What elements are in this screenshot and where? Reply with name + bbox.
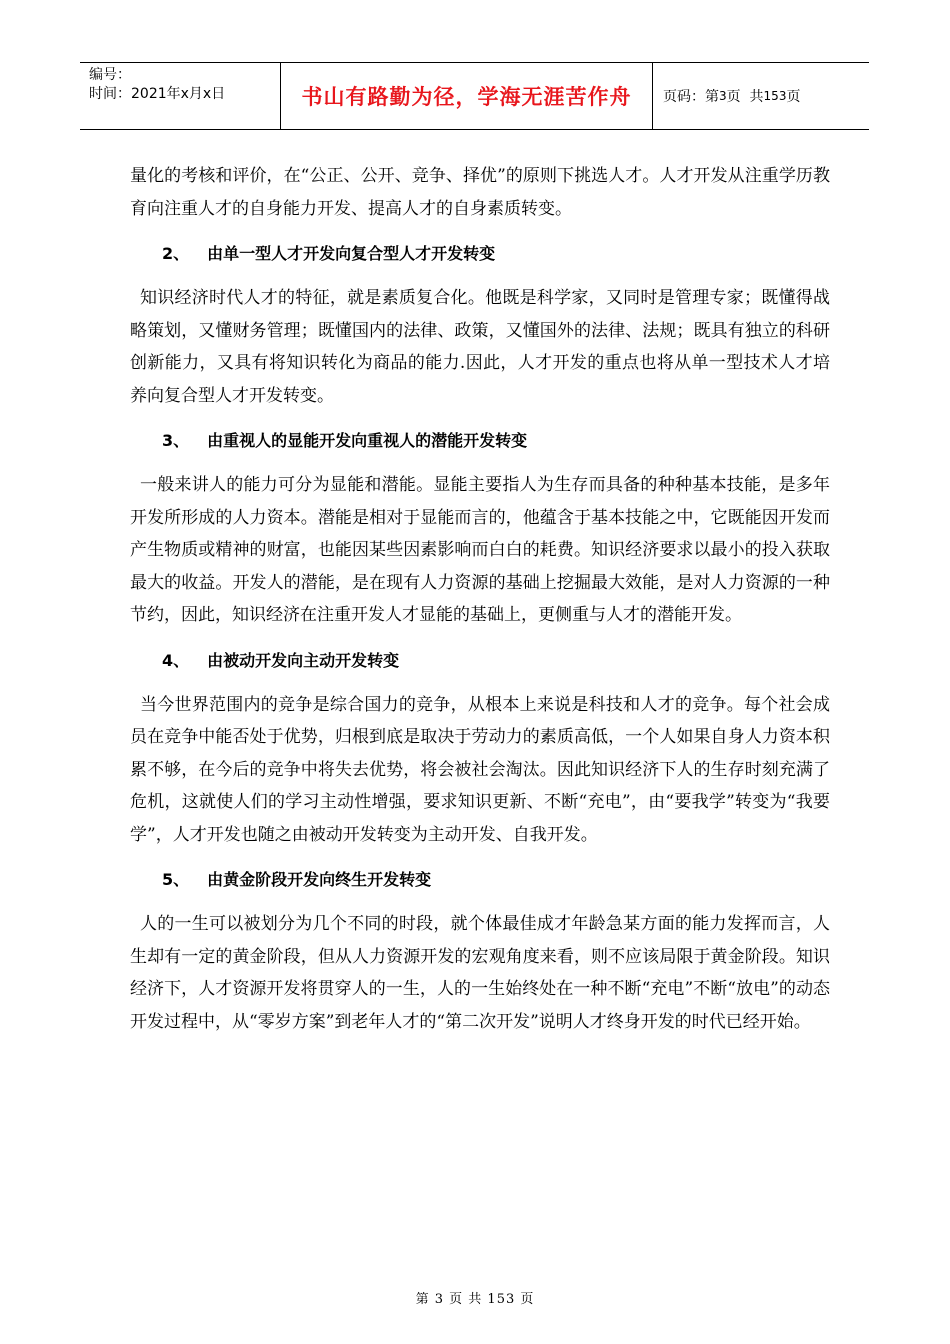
heading-text: 由被动开发向主动开发转变 [207,650,400,670]
page-total: 153 [763,89,787,103]
heading-number: 5、 [162,870,190,889]
paragraph-2: 知识经济时代人才的特征，就是素质复合化。他既是科学家，又同时是管理专家；既懂得战略策划，又懂财务管理；既懂国内的法律、政策，又懂国外的法律、法规；既具有独立的科研创新能力，又具有将知识转化为商品的能力.因此，人才开发的重点也将从单一型技术人才培养向复合型人才开发转变。 [130,288,830,406]
document-date: 时间：2021年x月x日 [89,86,226,102]
heading-text: 由单一型人才开发向复合型人才开发转变 [207,244,496,263]
paragraph-4: 当今世界范围内的竞争是综合国力的竞争，从根本上来说是科技和人才的竞争。每个社会成员在竞争中能否处于优势，归根到底是取决于劳动力的素质高低，一个人如果自身人力资本积累不够，在今后的竞争中将失去优势，将会被社会淘汰。因此知识经济下人的生存时刻充满了危机，这就使人们的学习主动性增强，要求知识更新、不断“充电”，由“要我学”转变为“我要学”，人才开发也随之由被动开发转变为主动开发、自我开发。 [130,694,830,845]
page-prefix: 页码：第 [663,89,719,105]
header-motto: 书山有路勤为径，学海无涯苦作舟 [281,63,653,129]
document-body [130,160,830,1038]
heading-number: 4、 [162,650,190,670]
heading-number: 3、 [162,431,190,450]
page-footer: 第 3 页 共 153 页 [415,1292,535,1307]
header-meta-cell [80,63,281,129]
heading-text: 由重视人的显能开发向重视人的潜能开发转变 [207,431,528,450]
heading-text: 由黄金阶段开发向终生开发转变 [207,870,432,889]
section-heading-2 [162,242,830,266]
section-heading-4 [162,649,830,673]
page-mid: 页 共 [726,89,764,105]
header-page-info [653,63,869,129]
page-suffix: 页 [786,89,801,105]
page-current: 3 [719,89,727,103]
paragraph-continued: 量化的考核和评价，在“公正、公开、竞争、择优”的原则下挑选人才。人才开发从注重学历教育向注重人才的自身能力开发、提高人才的自身素质转变。 [130,166,830,219]
section-heading-5 [162,868,830,892]
document-number-label: 编号： [89,67,131,83]
paragraph-3: 一般来讲人的能力可分为显能和潜能。显能主要指人为生存而具备的种种基本技能，是多年开发所形成的人力资本。潜能是相对于显能而言的，他蕴含于基本技能之中，它既能因开发而产生物质或精神的财富，也能因某些因素影响而白白的耗费。知识经济要求以最小的投入获取最大的收益。开发人的潜能，是在现有人力资源的基础上挖掘最大效能，是对人力资源的一种节约，因此，知识经济在注重开发人才显能的基础上，更侧重与人才的潜能开发。 [130,475,830,625]
heading-number: 2、 [162,244,190,263]
section-heading-3 [162,429,830,453]
paragraph-5: 人的一生可以被划分为几个不同的时段，就个体最佳成才年龄急某方面的能力发挥而言，人生却有一定的黄金阶段，但从人力资源开发的宏观角度来看，则不应该局限于黄金阶段。知识经济下，人才资源开发将贯穿人的一生，人的一生始终处在一种不断“充电”不断“放电”的动态开发过程中，从“零岁方案”到老年人才的“第二次开发”说明人才终身开发的时代已经开始。 [130,914,830,1032]
page-header [80,62,869,130]
